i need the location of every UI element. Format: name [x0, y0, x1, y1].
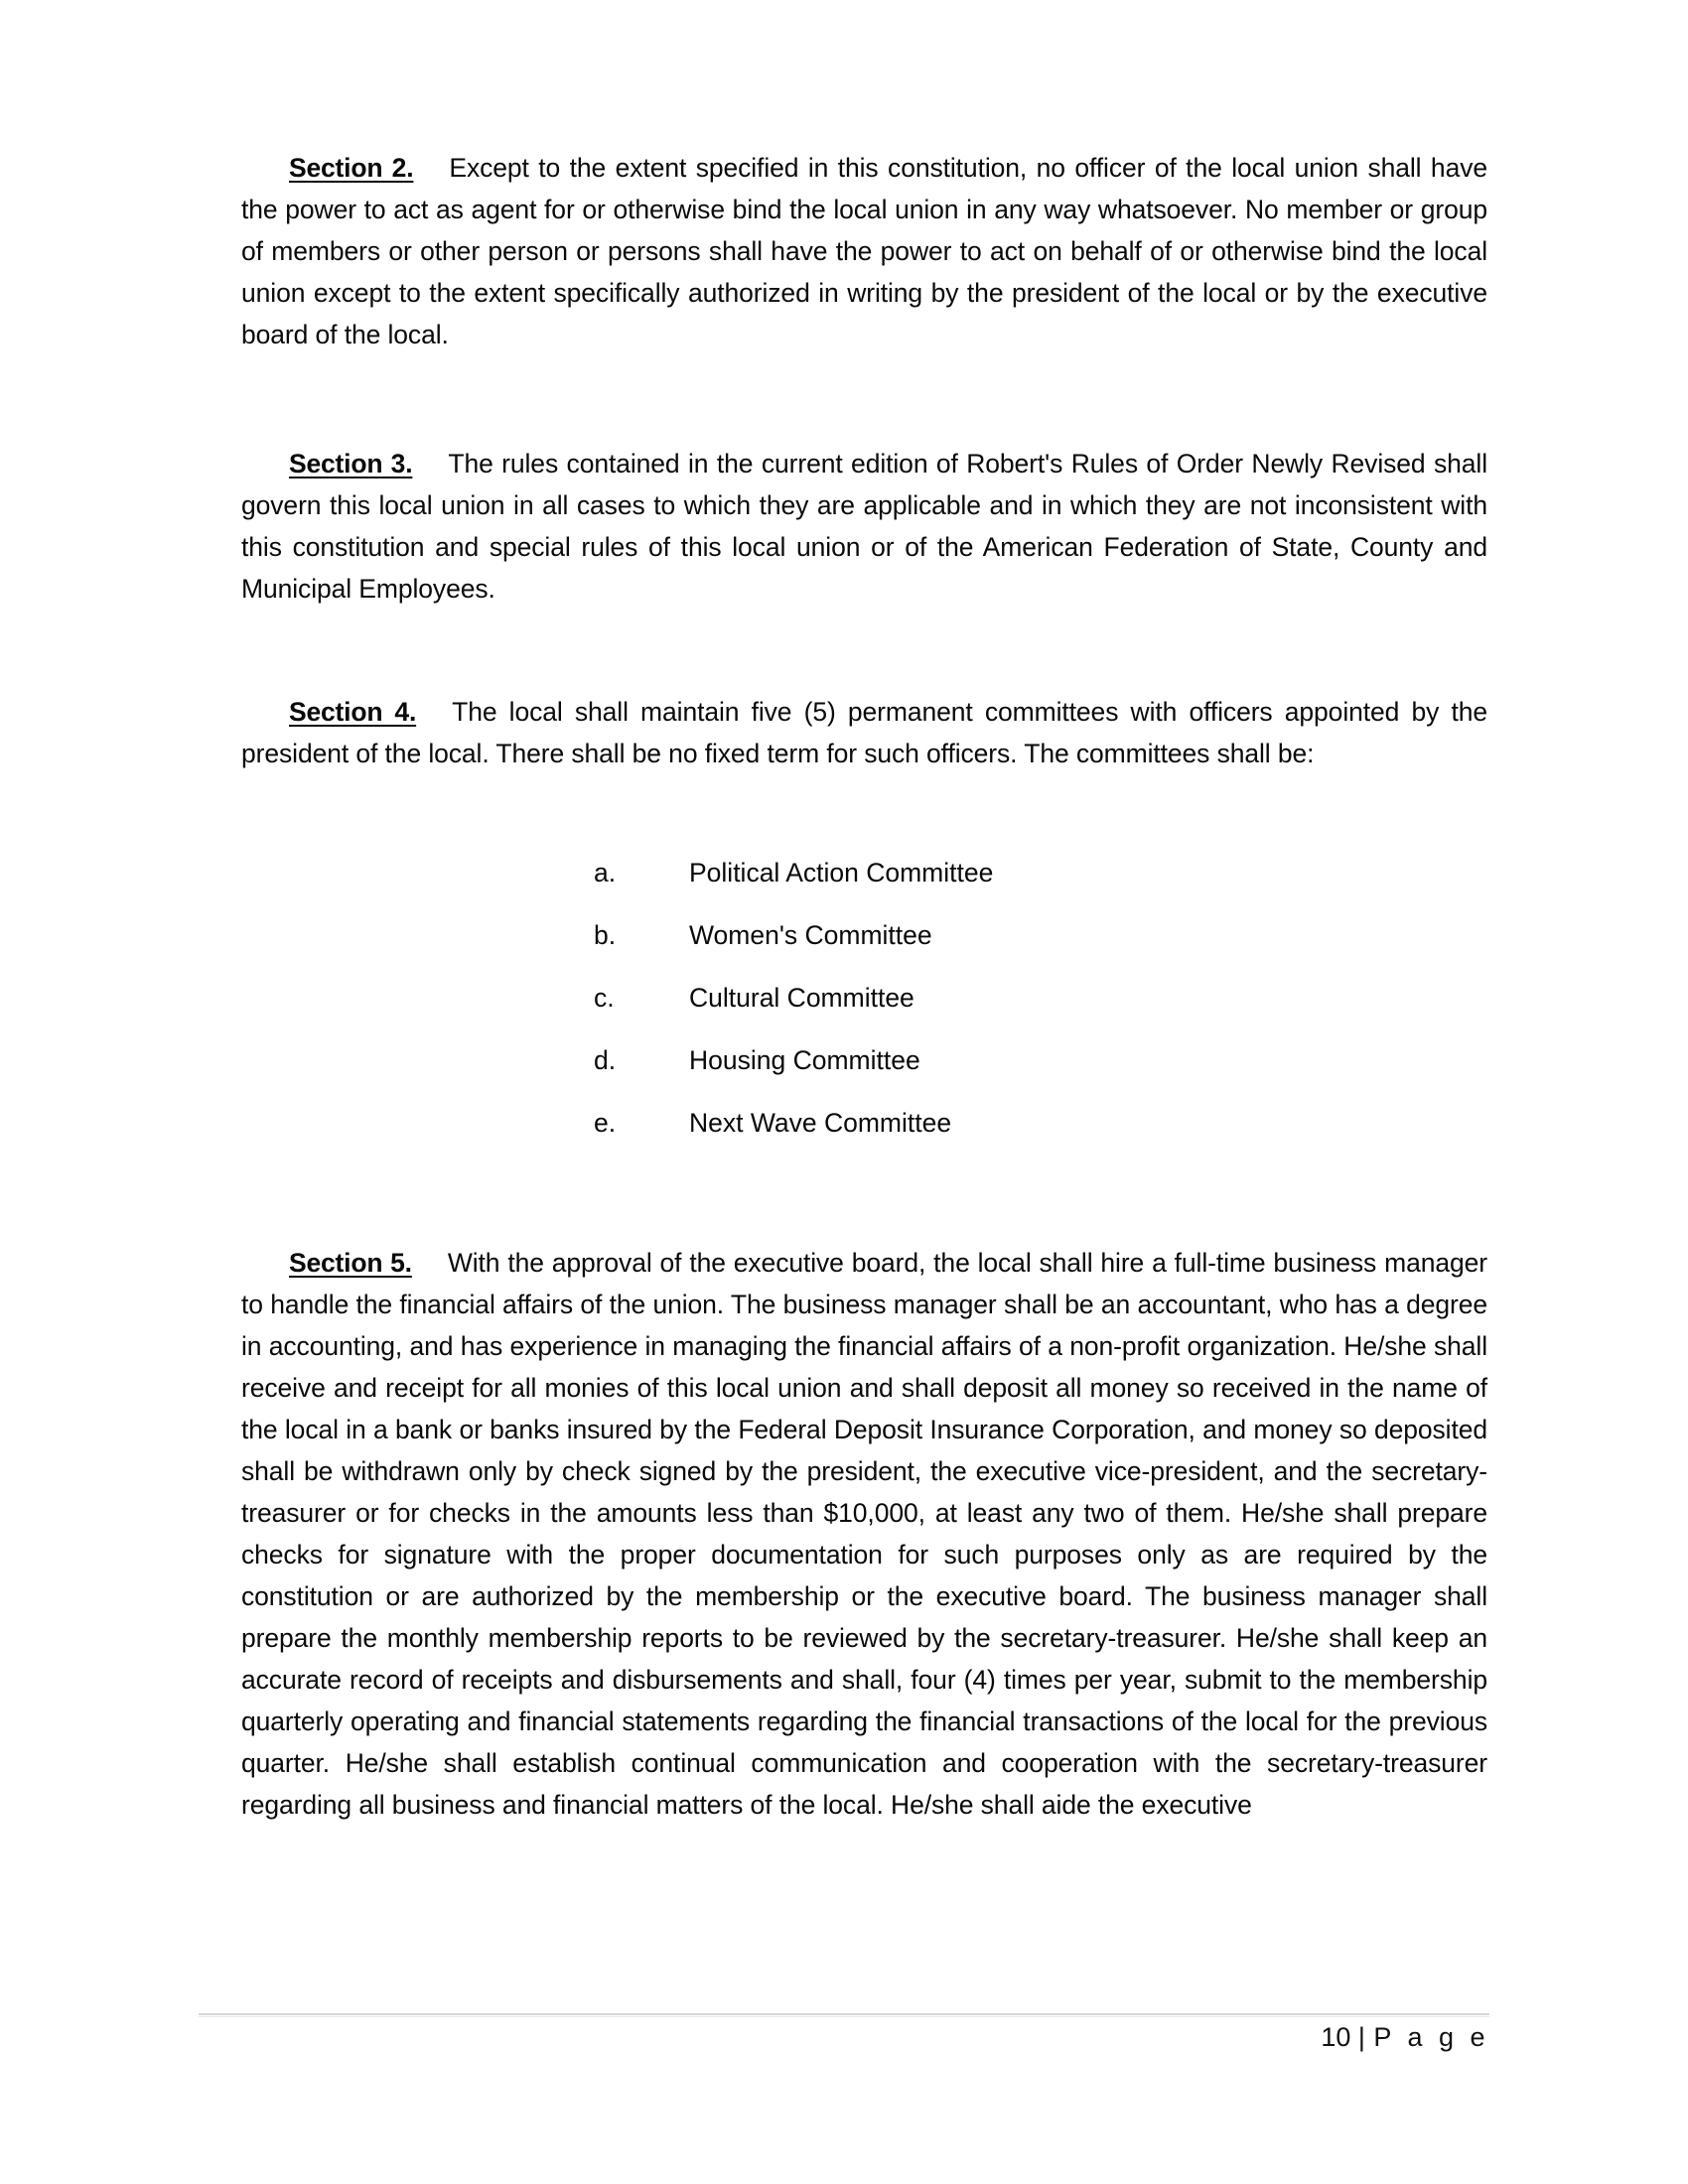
document-body [241, 147, 1487, 1826]
list-item [241, 1102, 1487, 1144]
paragraph-spacer [241, 355, 1487, 443]
list-item-label: Next Wave Committee [689, 1108, 952, 1138]
list-item-label: Housing Committee [689, 1045, 920, 1075]
section-4-text: The local shall maintain five (5) permanent committees with officers appointed by the president of the local. There shall be no fixed term for such officers. The committees shall be: [241, 697, 1487, 768]
list-item-marker: c. [594, 983, 615, 1013]
section-5-text: With the approval of the executive board, the local shall hire a full-time business manager to handle the financial affairs of the union. The business manager shall be an accountant, who has a degree in accounting, and has experience in managing the financial affairs of a non-profit organization. He/she shall receive and receipt for all monies of this local union and shall deposit all money so received in the name of the local in a bank or banks insured by the Federal Deposit Insurance Corporation, and money so deposited shall be withdrawn only by check signed by the president, the executive vice-president, and the secretary-treasurer or for checks in the amounts less than $10,000, at least any two of them. He/she shall prepare checks for signature with the proper documentation for such purposes only as are required by the constitution or are authorized by the membership or the executive board. The business manager shall prepare the monthly membership reports to be reviewed by the secretary-treasurer. He/she shall keep an accurate record of receipts and disbursements and shall, four (4) times per year, submit to the membership quarterly operating and financial statements regarding the financial transactions of the local for the previous quarter. He/she shall establish continual communication and cooperation with the secretary-treasurer regarding all business and financial matters of the local. He/she shall aide the executive [241, 1248, 1487, 1820]
page-footer [1321, 2020, 1489, 2054]
section-2-text: Except to the extent specified in this constitution, no officer of the local union shall have the power to act as agent for or otherwise bind the local union in any way whatsoever. No member or group of members or other person or persons shall have the power to act on behalf of or otherwise bind the local union except to the extent specifically authorized in writing by the president of the local or by the executive board of the local. [241, 153, 1487, 349]
list-item-marker: a. [594, 858, 617, 887]
section-4-label: Section 4. [289, 697, 417, 727]
section-5-paragraph [241, 1242, 1487, 1826]
list-bottom-spacer [241, 1164, 1487, 1242]
section-3-paragraph [241, 443, 1487, 610]
section-2-label: Section 2. [289, 153, 414, 183]
footer-page-number: 10 [1321, 2022, 1351, 2052]
list-item-marker: e. [594, 1108, 617, 1138]
footer-page-word: P a g e [1373, 2022, 1489, 2052]
section-3-text: The rules contained in the current edition of Robert's Rules of Order Newly Revised shall govern this local union in all cases to which they are applicable and in which they are not inconsistent with this constitution and special rules of this local union or of the American Federation of State, County and Municipal Employees. [241, 449, 1487, 604]
section-3-label: Section 3. [289, 449, 413, 478]
footer-divider-shadow [199, 2016, 1489, 2017]
footer-divider [199, 2013, 1489, 2015]
list-top-spacer [241, 774, 1487, 852]
section-5-label: Section 5. [289, 1248, 412, 1278]
list-item-label: Political Action Committee [689, 858, 994, 887]
list-item [241, 977, 1487, 1019]
list-item-label: Cultural Committee [689, 983, 914, 1013]
list-item-marker: d. [594, 1045, 617, 1075]
list-item-label: Women's Committee [689, 920, 932, 950]
section-2-paragraph [241, 147, 1487, 355]
section-4-paragraph [241, 691, 1487, 774]
list-item-marker: b. [594, 920, 617, 950]
list-item [241, 914, 1487, 956]
committee-list [241, 852, 1487, 1144]
paragraph-spacer [241, 610, 1487, 691]
list-item [241, 852, 1487, 893]
footer-separator: | [1357, 2022, 1366, 2052]
list-item [241, 1039, 1487, 1081]
